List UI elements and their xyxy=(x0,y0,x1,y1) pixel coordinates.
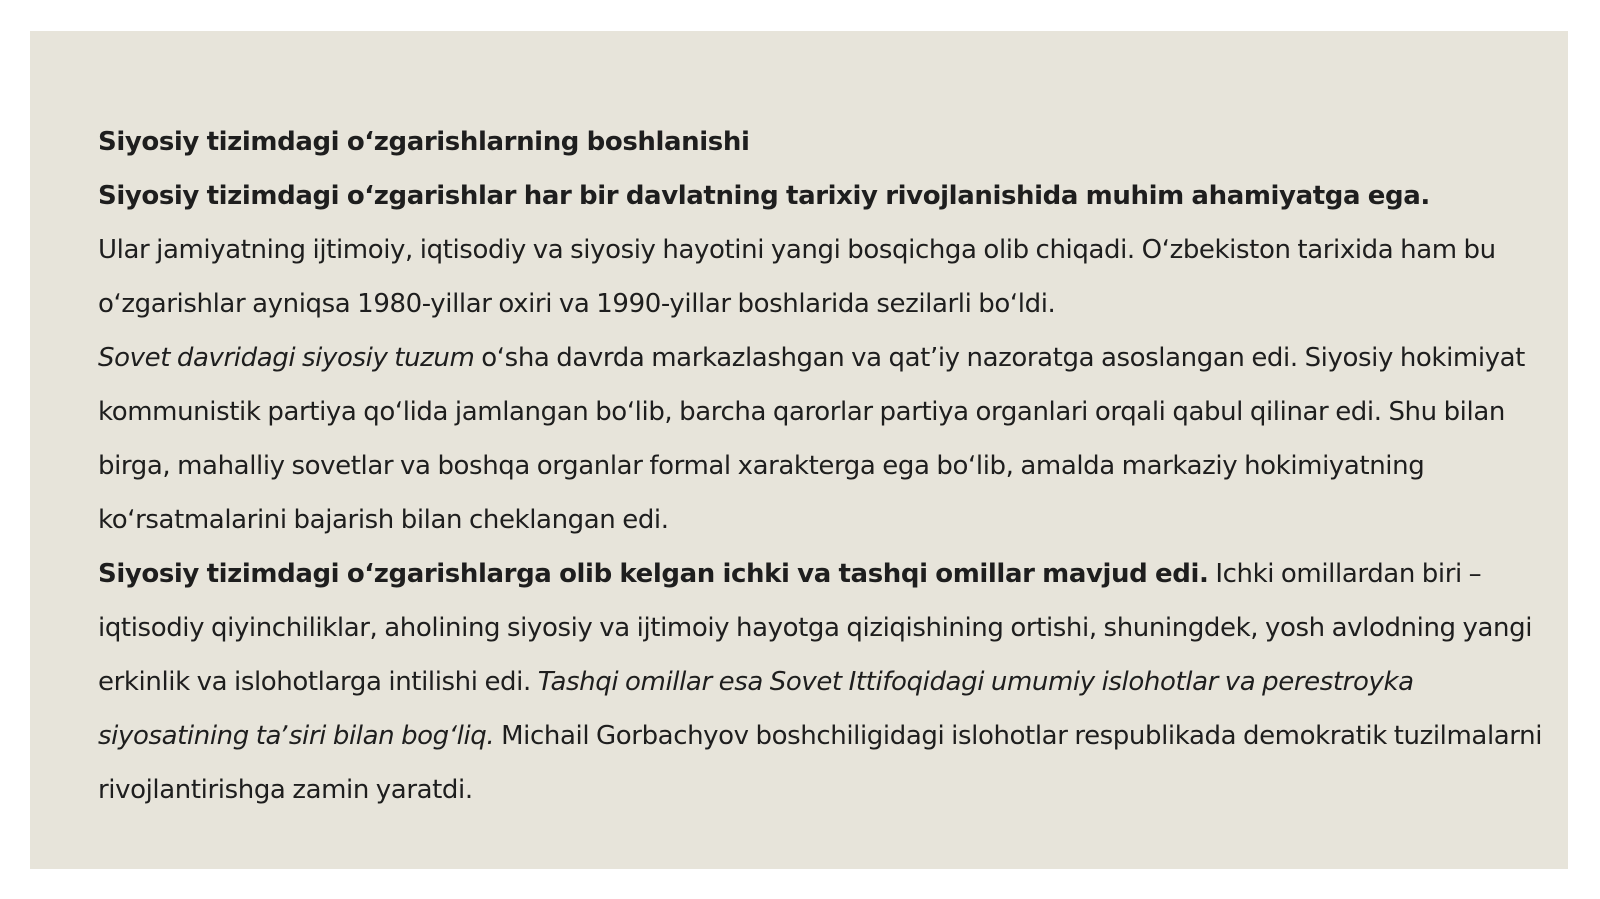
soviet-lead-italic: Sovet davridagi siyosiy tuzum xyxy=(98,343,475,373)
paragraph-intro xyxy=(98,169,1560,331)
factors-text-reforms: Michail Gorbachyov boshchiligidagi islohotlar respublikada demokratik tuzilmalarni rivojlantirishga zamin yaratdi. xyxy=(98,721,1543,805)
factors-italic-external: Tashqi omillar esa Sovet Ittifoqidagi umumiy islohotlar va perestroyka siyosatining taʼsiri bilan bogʻliq. xyxy=(98,667,1414,751)
soviet-text: oʻsha davrda markazlashgan va qatʼiy nazoratga asoslangan edi. Siyosiy hokimiyat kommunistik partiya qoʻlida jamlangan boʻlib, barcha qarorlar partiya organlari orqali qabul qilinar edi. Shu bilan birga, mahalliy sovetlar va boshqa organlar formal xarakterga ega boʻlib, amalda markaziy hokimiyatning koʻrsatmalarini bajarish bilan cheklangan edi. xyxy=(98,343,1525,535)
intro-lead-bold: Siyosiy tizimdagi oʻzgarishlar har bir davlatning tarixiy rivojlanishida muhim ahamiyatga ega. xyxy=(98,181,1430,211)
intro-text: Ular jamiyatning ijtimoiy, iqtisodiy va siyosiy hayotini yangi bosqichga olib chiqadi. Oʻzbekiston tarixida ham bu oʻzgarishlar ayniqsa 1980-yillar oxiri va 1990-yillar boshlarida sezilarli boʻldi. xyxy=(98,235,1496,319)
factors-lead-bold: Siyosiy tizimdagi oʻzgarishlarga olib kelgan ichki va tashqi omillar mavjud edi. xyxy=(98,559,1209,589)
paragraph-soviet-system xyxy=(98,331,1560,547)
document-card xyxy=(30,31,1568,869)
factors-text-internal: Ichki omillardan biri – iqtisodiy qiyinchiliklar, aholining siyosiy va ijtimoiy hayotga qiziqishining ortishi, shuningdek, yosh avlodning yangi erkinlik va islohotlarga intilishi edi. xyxy=(98,559,1533,697)
page-title: Siyosiy tizimdagi oʻzgarishlarning boshlanishi xyxy=(98,127,750,157)
paragraph-factors xyxy=(98,547,1560,817)
document-body xyxy=(98,115,1560,817)
